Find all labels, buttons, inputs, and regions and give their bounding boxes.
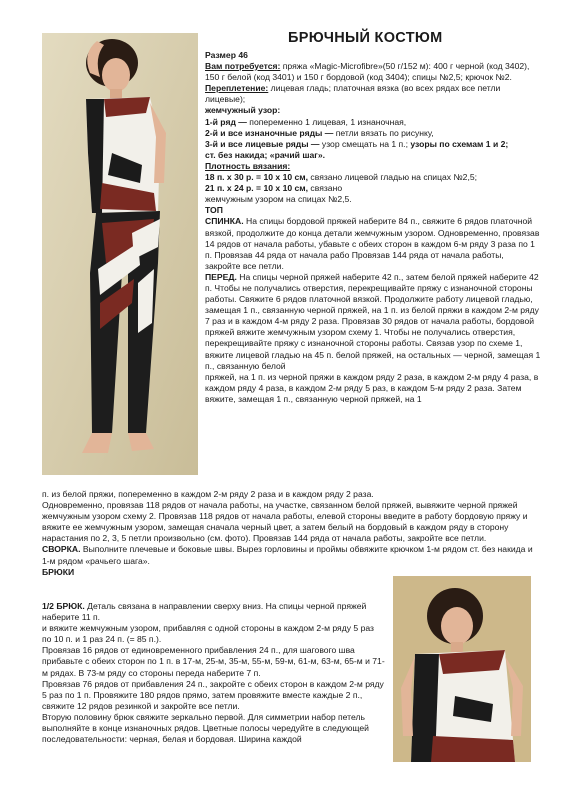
weave-paragraph [205,83,541,105]
materials-text: пряжа «Magic-Microfibre»(50 г/152 м): 400 г черной (код 3402), 150 г белой (код 3401) и 150 г бордовой (код 3404); спицы №2,5; крючок №2. [205,61,530,83]
pearl-row-2 [205,128,541,139]
weave-label: Переплетение: [205,83,269,94]
density-1-label: 18 п. х 30 р. = 10 х 10 см, [205,172,309,183]
pearl-row-3-text: узор смещать на 1 п.; [319,138,408,149]
half-paragraph [42,601,385,623]
assembly-text: Выполните плечевые и боковые швы. Вырез горловины и проймы обвяжите крючком 1-м рядом ст. без накида и 1-м рядом «рачьего шага». [42,544,533,566]
trousers-heading: БРЮКИ [42,566,75,577]
density-label: Плотность вязания: [205,160,291,171]
intro-column [205,50,541,405]
pearl-row-2-label: 2-й и все изнаночные ряды — [205,127,334,138]
density-1 [205,172,541,183]
top-heading: ТОП [205,205,223,216]
density-1-text: связано лицевой гладью на спицах №2,5; [308,172,478,183]
front-paragraph-cont: пряжей, на 1 п. из черной пряжи в каждом ряду 2 раза, в каждом 2-м ряду 4 раза, в каждом ряду 4 раза, в каждом 2-м ряду 5 раз, в каждом 5-м ряду 2 раза. Затем вяжите, замещая 1 п., связанную черной пряжей, на 1 [205,371,539,404]
full-width-text [42,489,541,578]
assembly-label: СВОРКА. [42,544,81,555]
pearl-row-3-scheme: узоры по схемам 1 и 2; [407,138,509,149]
density-2-text: связано [308,183,343,194]
half-text-2: и вяжите жемчужным узором, прибавляя с одной стороны в каждом 2-м ряду 5 раз по 10 п. и 1 раз 24 п. (= 85 п.). [42,623,374,645]
half-label: 1/2 БРЮК. [42,601,85,611]
pearl-row-4: ст. без накида; «рачий шаг». [205,149,326,160]
pearl-row-3 [205,139,541,150]
pearl-row-1-label: 1-й ряд — [205,116,247,127]
materials-label: Вам потребуется: [205,61,281,72]
pearl-row-2-text: петли вязать по рисунку, [333,127,434,138]
full-text-2: Одновременно, провязав 118 рядов от начала работы, на участке, связанном белой пряжей, вывяжите черной пряжей жемчужным узором схему 2. Провязав 118 рядов от начала работы, елевой стороны введите в работу бордовую пряжу и вяжите ее жемчужным узором, замещая сначала черный цвет, а затем белый на бордовый в каждом ряду в сторону нарастания по 2, 3, 5 петли произвольно (см. фото). Провязав 144 ряда от начала работы, закройте все петли. [42,500,528,544]
photo-full-costume [42,33,198,475]
materials-paragraph [205,61,541,83]
front-label: ПЕРЕД. [205,271,237,282]
weave-text: лицевая гладь; платочная вязка (во всех рядах все петли лицевые); [205,83,501,105]
back-label: СПИНКА. [205,216,244,227]
trousers-column [42,601,385,745]
half-text: Деталь связана в направлении сверху вниз. На спицы черной пряжей наберите 11 п. [42,601,367,623]
pearl-row-1-text: попеременно 1 лицевая, 1 изнаночная, [246,116,407,127]
back-text: На спицы бордовой пряжей наберите 84 п., свяжите 6 рядов платочной вязкой, продолжите до конца детали жемчужным узором. Одновременно, провязав 14 рядов от начала работы, убавьте с обеих сторон в каждом 6-м ряду 3 раза по 1 п. Провязав 44 ряда от начала рабо Провязав 144 ряда от начала работы, закройте все петли. [205,216,540,271]
density-2-label: 21 п. х 24 р. = 10 х 10 см, [205,183,309,194]
back-paragraph [205,216,541,271]
pearl-row-3-label: 3-й и все лицевые ряды — [205,138,320,149]
front-text: На спицы черной пряжей наберите 42 п., затем белой пряжей наберите 42 п. Чтобы не получались отверстия, перекрещивайте пряжу с изнаночной стороны работы. Свяжите 6 рядов платочной вязкой. Продолжите работу лицевой гладью, замещая 1 п., связанную черной пряжей, на 1 п. из белой пряжи в каждом 2-м ряду 7 раз и в каждом 4-м ряду 2 раза. Провязав 30 рядов от начала работы, бордовой пряжей вяжите жемчужным узором схему 1. Чтобы не получались отверстия, перекрещивайте пряжу с изнаночной стороны работы. Связав узор по схеме 1, вяжите лицевой гладью на 45 п. белой пряжей, на остальных — черной, замещая 1 п., связанную белой [205,271,541,371]
page-title: БРЮЧНЫЙ КОСТЮМ [288,30,443,46]
pearl-row-1 [205,117,541,128]
half-text-3: Провязав 16 рядов от единовременного прибавления 24 п., для шагового шва прибавьте с обеих сторон по 1 п. в 17-м, 25-м, 35-м, 55-м, 59-м, 61-м, 63-м, 65-м и 71-м рядах. В 73-м ряду со стороны переда наберите 7 п. [42,645,385,678]
full-text-1: п. из белой пряжи, попеременно в каждом 2-м ряду 2 раза и в каждом ряду 2 раза. [42,489,374,499]
half-text-4: Провязав 76 рядов от прибавления 24 п., закройте с обеих сторон в каждом 2-м ряду 5 раз по 1 п. Провяжите 180 рядов прямо, затем провяжите вместе каждые 2 п., свяжите 12 рядов резинкой и закройте все петли. [42,678,384,711]
size-line: Размер 46 [205,50,248,60]
density-2 [205,183,541,194]
pearl-label: жемчужный узор: [205,105,281,116]
front-paragraph [205,272,541,372]
density-3: жемчужным узором на спицах №2,5. [205,194,352,205]
half-text-5: Вторую половину брюк свяжите зеркально первой. Для симметрии набор петель выполняйте в конце изнаночных рядов. Цветные полосы чередуйте в следующей последовательности: черная, белая и бордовая. Ширина каждой [42,711,369,745]
assembly-paragraph [42,544,541,566]
photo-top-closeup [393,576,531,762]
